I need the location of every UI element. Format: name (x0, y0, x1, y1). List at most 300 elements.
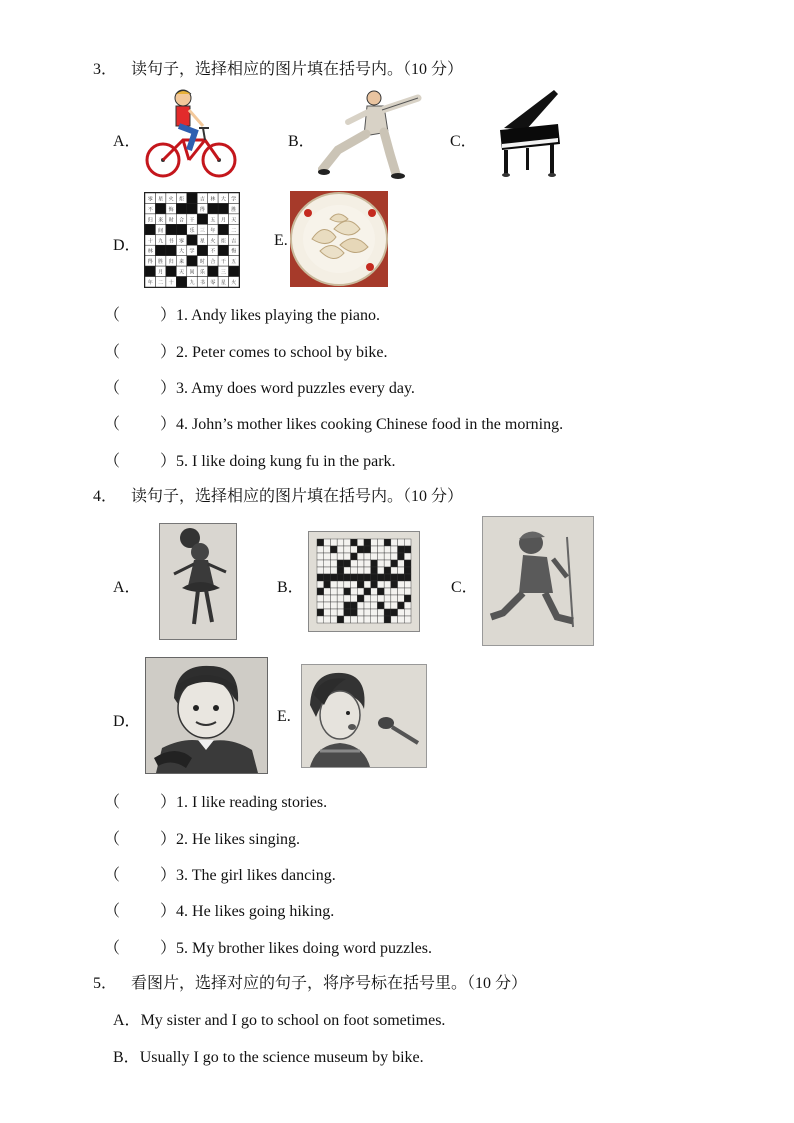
crossword-cell (344, 609, 351, 616)
crossword-cell (398, 602, 405, 609)
singing-girl-picture (301, 664, 427, 768)
crossword-cell (398, 616, 405, 623)
crossword-cell (391, 581, 398, 588)
crossword-cell (404, 546, 411, 553)
crossword-cell (391, 574, 398, 581)
crossword-cell (357, 602, 364, 609)
puzzle-cell (197, 214, 207, 224)
puzzle-glyph: 二 (158, 281, 164, 287)
puzzle-glyph: 归 (168, 260, 174, 266)
crossword-cell (324, 574, 331, 581)
s4-option-d-label: D． (113, 713, 141, 730)
crossword-cell (384, 602, 391, 609)
crossword-cell (377, 546, 384, 553)
crossword-cell (317, 609, 324, 616)
crossword-cell (337, 553, 344, 560)
puzzle-glyph: 合 (179, 218, 185, 224)
s3-item-3: （ ）3. Amy does word puzzles every day. (104, 375, 415, 398)
puzzle-glyph: 星 (220, 281, 226, 287)
crossword-cell (357, 574, 364, 581)
s4-item-1-text: 1. I like reading stories. (176, 794, 328, 811)
crossword-cell (317, 574, 324, 581)
crossword-cell (344, 560, 351, 567)
crossword-cell (337, 574, 344, 581)
puzzle-glyph: 来 (158, 218, 164, 224)
puzzle-glyph: 学 (189, 249, 195, 255)
s4-option-e-label: E. (277, 708, 291, 725)
s5-choice-b-text: Usually I go to the science museum by bike. (139, 1049, 424, 1066)
puzzle-cell (187, 256, 197, 266)
section-3-instruction: 读句子，选择相应的图片填在括号内。（10 分） (131, 61, 464, 78)
puzzle-glyph: 星 (199, 239, 205, 245)
s3-item-5: （ ）5. I like doing kung fu in the park. (104, 448, 396, 471)
crossword-cell (371, 567, 378, 574)
answer-blank[interactable]: （ (104, 940, 121, 957)
crossword-cell (351, 560, 358, 567)
crossword-cell (404, 567, 411, 574)
crossword-cell (398, 581, 405, 588)
crossword-cell (391, 553, 398, 560)
kung-fu-man-icon (318, 88, 424, 180)
crossword-cell (324, 602, 331, 609)
crossword-cell (398, 595, 405, 602)
crossword-cell (371, 602, 378, 609)
crossword-cell (317, 553, 324, 560)
puzzle-glyph: 零 (210, 281, 216, 287)
crossword-cell (364, 574, 371, 581)
bicycle-boy-icon (143, 88, 239, 180)
puzzle-glyph: 五 (210, 218, 216, 224)
crossword-cell (337, 539, 344, 546)
puzzle-cell (176, 224, 186, 234)
crossword-cell (364, 581, 371, 588)
crossword-cell (404, 602, 411, 609)
puzzle-glyph: 时 (199, 260, 205, 266)
puzzle-glyph: 悔 (168, 207, 174, 213)
section-4-instruction: 读句子，选择相应的图片填在括号内。（10 分） (131, 488, 464, 505)
puzzle-glyph: 书 (168, 239, 174, 245)
crossword-cell (377, 574, 384, 581)
crossword-cell (330, 616, 337, 623)
crossword-cell (398, 560, 405, 567)
crossword-cell (330, 595, 337, 602)
puzzle-glyph: 干 (220, 260, 226, 266)
puzzle-glyph: 时 (168, 218, 174, 224)
puzzle-glyph: 年 (210, 228, 216, 234)
crossword-cell (357, 539, 364, 546)
s4-item-4: （ ）4. He likes going hiking. (104, 898, 334, 921)
puzzle-cell (218, 245, 228, 255)
puzzle-cell (208, 203, 218, 213)
crossword-cell (317, 616, 324, 623)
puzzle-glyph: 九 (158, 239, 164, 245)
puzzle-glyph: 九 (189, 281, 195, 287)
singing-girl-icon (302, 665, 426, 767)
crossword-cell (351, 567, 358, 574)
crossword-cell (330, 539, 337, 546)
crossword-cell (371, 595, 378, 602)
crossword-cell (384, 609, 391, 616)
puzzle-cell (166, 224, 176, 234)
crossword-cell (324, 588, 331, 595)
s4-item-5-text: 5. My brother likes doing word puzzles. (176, 940, 432, 957)
answer-blank[interactable]: （ (104, 344, 121, 361)
crossword-cell (337, 546, 344, 553)
puzzle-glyph: 天 (179, 270, 185, 276)
crossword-cell (337, 560, 344, 567)
puzzle-glyph: 林 (210, 197, 216, 203)
s4-item-3: （ ）3. The girl likes dancing. (104, 862, 336, 885)
puzzle-glyph: 月 (220, 218, 226, 224)
crossword-cell (371, 553, 378, 560)
section-5-instruction: 看图片，选择对应的句子，将序号标在括号里。（10 分） (131, 975, 528, 992)
crossword-cell (377, 539, 384, 546)
puzzle-cell (187, 235, 197, 245)
crossword-cell (404, 560, 411, 567)
s3-option-a-label: A． (113, 133, 141, 150)
crossword-cell (344, 567, 351, 574)
puzzle-cell (208, 266, 218, 276)
crossword-cell (357, 560, 364, 567)
crossword-cell (404, 609, 411, 616)
puzzle-cell (155, 203, 165, 213)
puzzle-glyph: 吉 (231, 239, 237, 245)
answer-blank[interactable]: （ (104, 307, 121, 324)
s4-option-a-label: A． (113, 579, 141, 596)
crossword-cell (384, 553, 391, 560)
s4-option-c-label: C． (451, 579, 478, 596)
crossword-cell (351, 539, 358, 546)
answer-blank[interactable]: （ (104, 453, 121, 470)
crossword-cell (377, 609, 384, 616)
crossword-cell (391, 609, 398, 616)
puzzle-cell (218, 203, 228, 213)
crossword-cell (391, 602, 398, 609)
crossword-cell (357, 567, 364, 574)
crossword-cell (404, 595, 411, 602)
s3-item-1-text: 1. Andy likes playing the piano. (176, 307, 380, 324)
puzzle-glyph: 火 (231, 281, 237, 287)
dumplings-icon (290, 191, 388, 287)
crossword-cell (337, 567, 344, 574)
puzzle-glyph: 胜 (231, 207, 237, 213)
crossword-cell (324, 581, 331, 588)
crossword-cell (364, 616, 371, 623)
crossword-cell (377, 602, 384, 609)
puzzle-cell (166, 266, 176, 276)
crossword-cell (357, 546, 364, 553)
puzzle-glyph: 月 (158, 270, 164, 276)
section-5-title (93, 970, 527, 993)
crossword-cell (398, 574, 405, 581)
s3-option-d-label: D． (113, 237, 141, 254)
puzzle-glyph: 十 (147, 239, 153, 245)
crossword-cell (384, 588, 391, 595)
section-3-title (93, 56, 463, 79)
crossword-cell (384, 560, 391, 567)
crossword-cell (351, 616, 358, 623)
grand-piano-picture (496, 88, 562, 180)
crossword-cell (337, 609, 344, 616)
crossword-cell (364, 546, 371, 553)
puzzle-cell (187, 193, 197, 203)
s4-item-1: （ ）1. I like reading stories. (104, 789, 327, 812)
crossword-cell (317, 539, 324, 546)
puzzle-cell (176, 277, 186, 287)
crossword-cell (377, 560, 384, 567)
s3-item-4: （ ）4. John’s mother likes cooking Chinese food in the morning. (104, 411, 563, 434)
puzzle-cell (229, 266, 239, 276)
crossword-cell (377, 595, 384, 602)
crossword-cell (398, 567, 405, 574)
puzzle-glyph: 零 (147, 197, 153, 203)
crossword-cell (384, 581, 391, 588)
crossword-cell (391, 567, 398, 574)
s3-option-e-label: E. (274, 232, 288, 249)
crossword-cell (344, 546, 351, 553)
crossword-cell (364, 595, 371, 602)
s3-item-5-text: 5. I like doing kung fu in the park. (176, 453, 396, 470)
puzzle-glyph: 不 (147, 207, 153, 213)
crossword-cell (330, 581, 337, 588)
crossword-cell (324, 567, 331, 574)
answer-blank[interactable]: （ (104, 903, 121, 920)
crossword-cell (330, 602, 337, 609)
s5-choice-b (113, 1044, 424, 1067)
crossword-cell (317, 602, 324, 609)
crossword-cell (357, 581, 364, 588)
crossword-cell (384, 574, 391, 581)
crossword-cell (364, 567, 371, 574)
crossword-cell (371, 539, 378, 546)
crossword-cell (351, 588, 358, 595)
word-puzzle-picture (144, 192, 240, 288)
puzzle-glyph: 得 (199, 207, 205, 213)
crossword-cell (391, 616, 398, 623)
grand-piano-icon (496, 88, 562, 180)
puzzle-glyph: 干 (189, 218, 195, 224)
crossword-cell (384, 546, 391, 553)
puzzle-glyph: 乐 (189, 228, 195, 234)
crossword-cell (404, 574, 411, 581)
crossword-cell (324, 539, 331, 546)
crossword-cell (317, 567, 324, 574)
crossword-cell (391, 560, 398, 567)
crossword-cell (398, 553, 405, 560)
puzzle-glyph: 星 (158, 197, 164, 203)
s4-item-3-text: 3. The girl likes dancing. (176, 867, 336, 884)
dancing-girl-icon (160, 524, 236, 639)
section-5-number: 5． (93, 975, 118, 992)
crossword-cell (357, 609, 364, 616)
crossword-cell (344, 574, 351, 581)
s5-choice-b-label: B． (113, 1049, 140, 1066)
s5-choice-a (113, 1007, 445, 1030)
puzzle-glyph: 书 (199, 281, 205, 287)
crossword-cell (351, 574, 358, 581)
crossword-cell (344, 539, 351, 546)
section-4-number: 4． (93, 488, 118, 505)
answer-blank[interactable]: （ (104, 794, 121, 811)
crossword-cell (330, 546, 337, 553)
crossword-cell (330, 609, 337, 616)
crossword-cell (398, 609, 405, 616)
puzzle-glyph: 学 (231, 197, 237, 203)
crossword-cell (317, 546, 324, 553)
crossword-cell (377, 588, 384, 595)
crossword-cell (351, 553, 358, 560)
crossword-cell (351, 602, 358, 609)
crossword-cell (377, 581, 384, 588)
crossword-cell (404, 553, 411, 560)
crossword-cell (344, 553, 351, 560)
answer-blank[interactable]: （ (104, 416, 121, 433)
crossword-cell (344, 616, 351, 623)
puzzle-glyph: 天 (231, 218, 237, 224)
crossword-cell (364, 609, 371, 616)
crossword-cell (351, 595, 358, 602)
puzzle-cell (166, 245, 176, 255)
crossword-cell (317, 595, 324, 602)
s3-item-2: （ ）2. Peter comes to school by bike. (104, 339, 388, 362)
crossword-cell (371, 609, 378, 616)
puzzle-glyph: 炬 (179, 197, 185, 203)
s4-item-2-text: 2. He likes singing. (176, 831, 301, 848)
puzzle-cell (145, 266, 155, 276)
crossword-cell (384, 567, 391, 574)
crossword-cell (404, 581, 411, 588)
puzzle-glyph: 三 (220, 270, 226, 276)
puzzle-glyph: 得 (147, 260, 153, 266)
crossword-cell (357, 595, 364, 602)
crossword-cell (317, 560, 324, 567)
crossword-cell (324, 546, 331, 553)
crossword-cell (371, 546, 378, 553)
crossword-cell (324, 595, 331, 602)
crossword-cell (364, 560, 371, 567)
bicycle-boy-picture (143, 88, 239, 180)
crossword-cell (344, 588, 351, 595)
puzzle-glyph: 林 (147, 249, 153, 255)
crossword-cell (398, 546, 405, 553)
crossword-cell (364, 553, 371, 560)
s3-item-3-text: 3. Amy does word puzzles every day. (176, 380, 415, 397)
puzzle-cell (197, 245, 207, 255)
s3-option-c-label: C． (450, 133, 477, 150)
dumplings-picture (290, 191, 388, 287)
s3-item-4-text: 4. John’s mother likes cooking Chinese food in the morning. (176, 416, 564, 433)
s5-choice-a-text: My sister and I go to school on foot sometimes. (140, 1012, 446, 1029)
answer-blank[interactable]: （ (104, 831, 121, 848)
s5-choice-a-label: A． (113, 1012, 141, 1029)
section-3-number: 3． (93, 61, 118, 78)
s3-item-2-text: 2. Peter comes to school by bike. (176, 344, 388, 361)
crossword-cell (324, 609, 331, 616)
puzzle-glyph: 吉 (199, 197, 205, 203)
crossword-cell (337, 588, 344, 595)
crossword-cell (391, 539, 398, 546)
puzzle-cell (145, 224, 155, 234)
crossword-cell (384, 616, 391, 623)
puzzle-glyph: 间 (189, 270, 195, 276)
crossword-cell (404, 588, 411, 595)
crossword-cell (404, 539, 411, 546)
s4-option-b-label: B． (277, 579, 304, 596)
puzzle-glyph: 零 (179, 239, 185, 245)
crossword-cell (384, 595, 391, 602)
crossword-cell (391, 588, 398, 595)
puzzle-glyph: 炬 (220, 239, 226, 245)
crossword-cell (357, 553, 364, 560)
section-4-title (93, 483, 463, 506)
puzzle-glyph: 三 (199, 228, 205, 234)
crossword-cell (398, 588, 405, 595)
crossword-cell (357, 616, 364, 623)
s4-item-2: （ ）2. He likes singing. (104, 826, 300, 849)
puzzle-glyph: 不 (210, 249, 216, 255)
kung-fu-man-picture (318, 88, 424, 180)
puzzle-glyph: 间 (158, 228, 164, 234)
crossword-cell (317, 581, 324, 588)
puzzle-cell (155, 245, 165, 255)
s4-item-5: （ ）5. My brother likes doing word puzzles. (104, 935, 432, 958)
puzzle-glyph: 年 (147, 281, 153, 287)
crossword-cell (377, 553, 384, 560)
crossword-cell (330, 574, 337, 581)
puzzle-glyph: 火 (210, 239, 216, 245)
s4-item-4-text: 4. He likes going hiking. (176, 903, 335, 920)
crossword-cell (398, 539, 405, 546)
crossword-cell (330, 560, 337, 567)
crossword-cell (357, 588, 364, 595)
crossword-cell (337, 595, 344, 602)
puzzle-cell (187, 203, 197, 213)
puzzle-glyph: 五 (231, 260, 237, 266)
puzzle-glyph: 乐 (199, 270, 205, 276)
s3-option-b-label: B． (288, 133, 315, 150)
crossword-cell (351, 609, 358, 616)
crossword-cell (324, 553, 331, 560)
s3-item-1: （ ）1. Andy likes playing the piano. (104, 302, 380, 325)
answer-blank[interactable]: （ (104, 380, 121, 397)
crossword-cell (344, 581, 351, 588)
crossword-cell (371, 588, 378, 595)
crossword-cell (377, 616, 384, 623)
puzzle-glyph: 十 (168, 281, 174, 287)
crossword-cell (324, 560, 331, 567)
crossword-cell (377, 567, 384, 574)
answer-blank[interactable]: （ (104, 867, 121, 884)
puzzle-glyph: 火 (168, 197, 174, 203)
crossword-cell (351, 581, 358, 588)
crossword-cell (364, 602, 371, 609)
crossword-cell (371, 616, 378, 623)
puzzle-glyph: 合 (210, 260, 216, 266)
crossword-cell (384, 539, 391, 546)
crossword-cell (391, 546, 398, 553)
crossword-cell (330, 567, 337, 574)
hiking-man-icon (483, 517, 593, 645)
crossword-cell (344, 602, 351, 609)
crossword-cell (371, 574, 378, 581)
crossword-cell (391, 595, 398, 602)
crossword-cell (364, 588, 371, 595)
crossword-cell (330, 553, 337, 560)
crossword-cell (344, 595, 351, 602)
puzzle-cell (176, 203, 186, 213)
crossword-cell (404, 616, 411, 623)
dancing-girl-picture (159, 523, 237, 640)
